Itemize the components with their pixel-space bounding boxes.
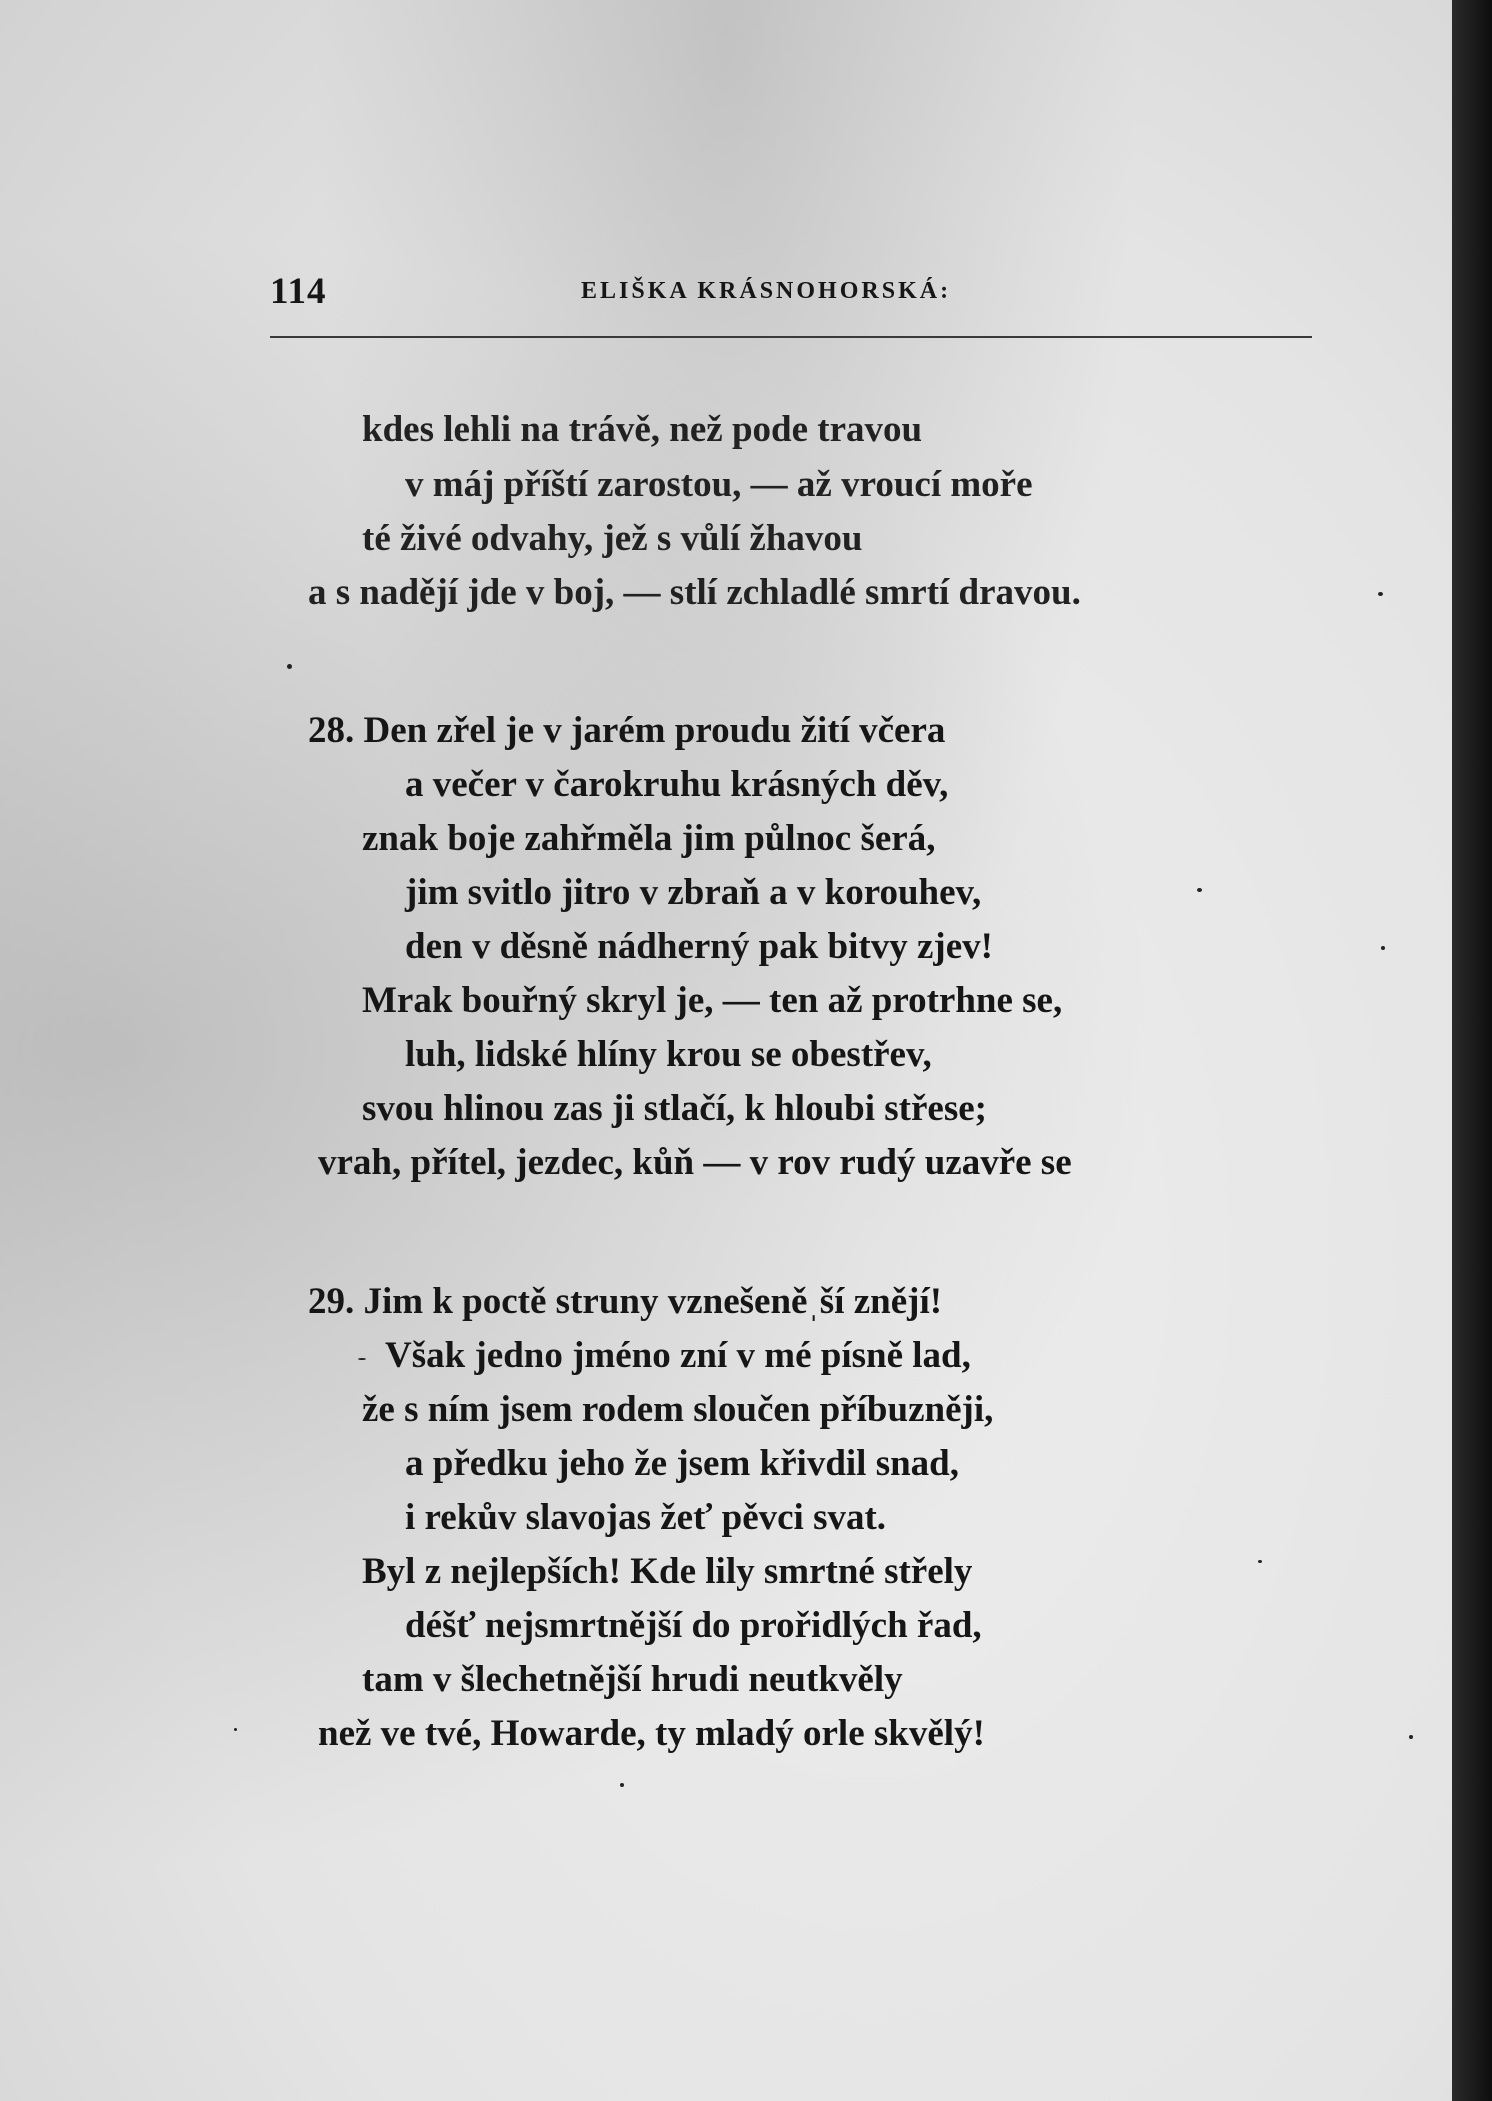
verse-line: den v děsně nádherný pak bitvy zjev! — [405, 926, 993, 967]
scan-speck — [1381, 946, 1385, 950]
scan-speck — [620, 1783, 624, 1787]
verse-line: té živé odvahy, jež s vůlí žhavou — [362, 518, 863, 559]
verse-line: v máj příští zarostou, — až vroucí moře — [405, 464, 1033, 505]
verse-line: že s ním jsem rodem sloučen příbuzněji, — [362, 1389, 994, 1430]
scan-speck — [1409, 1735, 1413, 1739]
verse-line: svou hlinou zas ji stlačí, k hloubi střese; — [362, 1088, 987, 1129]
verse-line: než ve tvé, Howarde, ty mladý orle skvělý! — [318, 1713, 985, 1754]
verse-line: vrah, přítel, jezdec, kůň — v rov rudý uzavře se — [318, 1142, 1072, 1183]
scan-speck — [358, 1358, 366, 1360]
verse-line: a s nadějí jde v boj, — stlí zchladlé smrtí dravou. — [308, 572, 1081, 613]
verse-line: luh, lidské hlíny krou se obestřev, — [405, 1034, 932, 1075]
scan-speck — [234, 1728, 237, 1731]
page-number: 114 — [270, 271, 327, 312]
verse-line: Mrak bouřný skryl je, — ten až protrhne se, — [362, 980, 1063, 1021]
page-header — [270, 270, 1312, 330]
verse-line: a předku jeho že jsem křivdil snad, — [405, 1443, 960, 1484]
verse-line: tam v šlechetnější hrudi neutkvěly — [362, 1659, 903, 1700]
verse-line: a večer v čarokruhu krásných děv, — [405, 764, 949, 805]
verse-line: Byl z nejlepších! Kde lily smrtné střely — [362, 1551, 973, 1592]
running-head: ELIŠKA KRÁSNOHORSKÁ: — [581, 278, 952, 304]
scan-speck — [1258, 1560, 1262, 1563]
verse-line: kdes lehli na trávě, než pode travou — [362, 409, 923, 450]
verse-line: 28. Den zřel je v jarém proudu žití včera — [308, 710, 946, 751]
verse-line: déšť nejsmrtnější do prořidlých řad, — [405, 1605, 982, 1646]
verse-line: i rekův slavojas žeť pěvci svat. — [405, 1497, 887, 1538]
verse-line: 29. Jim k poctě struny vznešeněˌší znějí! — [308, 1281, 943, 1322]
verse-line: jim svitlo jitro v zbraň a v korouhev, — [405, 872, 982, 913]
verse-line: Však jedno jméno zní v mé písně lad, — [385, 1335, 971, 1376]
verse-line: znak boje zahřměla jim půlnoc šerá, — [362, 818, 936, 859]
scan-speck — [287, 664, 292, 669]
scan-speck — [1378, 592, 1383, 596]
header-rule — [270, 336, 1312, 338]
scan-border — [1452, 0, 1492, 2101]
scan-speck — [1197, 888, 1202, 892]
